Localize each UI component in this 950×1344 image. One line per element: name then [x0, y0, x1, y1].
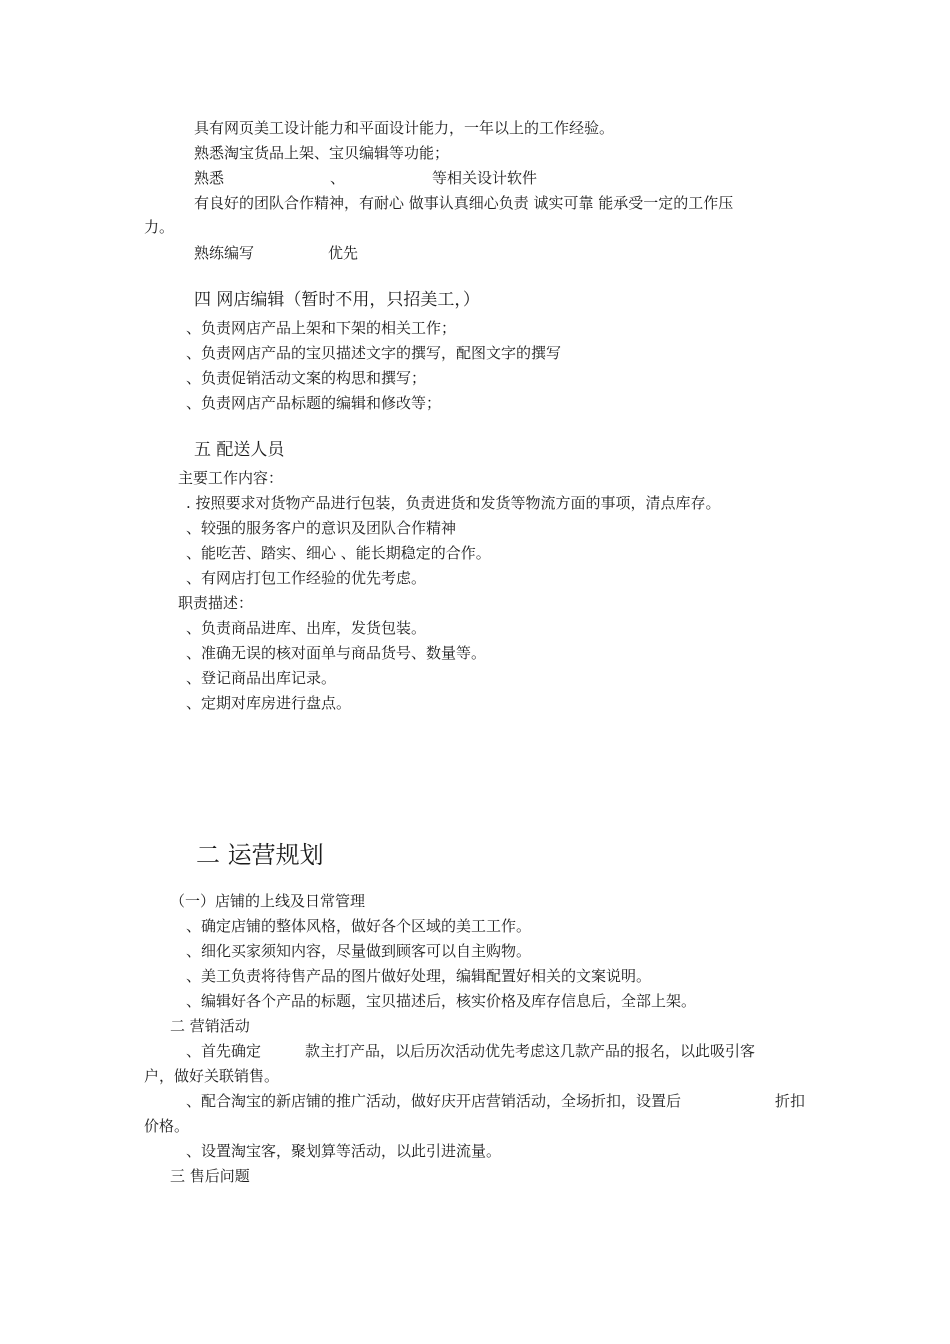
operations-sub2-heading: 二 营销活动: [170, 1017, 250, 1035]
operations-sub1-heading: （一）店铺的上线及日常管理: [170, 892, 366, 910]
requirement-taobao-listing: 熟悉淘宝货品上架、宝贝编辑等功能；: [194, 144, 450, 162]
requirement-coding-prefix: 熟练编写: [194, 244, 255, 262]
requirement-design-ability: 具有网页美工设计能力和平面设计能力，一年以上的工作经验。: [194, 119, 615, 137]
list-item: . 按照要求对货物产品进行包装，负责进货和发货等物流方面的事项，清点库存。: [186, 494, 721, 512]
requirement-software-suffix: 等相关设计软件: [432, 169, 538, 187]
delivery-work-label: 主要工作内容：: [178, 469, 284, 487]
list-item: 、登记商品出库记录。: [186, 669, 337, 687]
section-delivery-heading: 五 配送人员: [194, 440, 285, 460]
operations-sub3-heading: 三 售后问题: [170, 1167, 250, 1185]
requirement-software-prefix: 熟悉: [194, 169, 225, 187]
requirement-coding: [0, 243, 950, 263]
requirement-software: [0, 168, 950, 188]
marketing-item-2-text: 、配合淘宝的新店铺的推广活动，做好庆开店营销活动，全场折扣，设置后: [186, 1092, 682, 1110]
marketing-item-1-text: 款主打产品，以后历次活动优先考虑这几款产品的报名，以此吸引客: [305, 1042, 756, 1060]
marketing-item-2-cont: 价格。: [144, 1117, 190, 1135]
list-item: 、编辑好各个产品的标题，宝贝描述后，核实价格及库存信息后，全部上架。: [186, 992, 697, 1010]
list-item: 、确定店铺的整体风格，做好各个区域的美工工作。: [186, 917, 532, 935]
list-item: 、美工负责将待售产品的图片做好处理，编辑配置好相关的文案说明。: [186, 967, 652, 985]
list-item: 、较强的服务客户的意识及团队合作精神: [186, 519, 457, 537]
list-item: 、负责网店产品上架和下架的相关工作；: [186, 319, 457, 337]
list-item: 、负责网店产品的宝贝描述文字的撰写，配图文字的撰写: [186, 344, 562, 362]
list-item: 、能吃苦、踏实、细心 、能长期稳定的合作。: [186, 544, 491, 562]
marketing-item-1: [0, 1041, 950, 1061]
list-item: 、负责促销活动文案的构思和撰写；: [186, 369, 427, 387]
list-item: 、负责商品进库、出库，发货包装。: [186, 619, 427, 637]
marketing-item-3: 、设置淘宝客，聚划算等活动，以此引进流量。: [186, 1142, 502, 1160]
section-operations-heading: 二 运营规划: [196, 841, 324, 869]
list-item: 、细化买家须知内容，尽量做到顾客可以自主购物。: [186, 942, 532, 960]
marketing-item-2-suffix: 折扣: [775, 1092, 806, 1110]
marketing-item-1-prefix: 、首先确定: [186, 1042, 262, 1060]
marketing-item-1-cont: 户，做好关联销售。: [144, 1067, 280, 1085]
requirement-software-sep: 、: [330, 169, 346, 187]
requirement-teamwork-cont: 力。: [144, 218, 175, 236]
list-item: 、准确无误的核对面单与商品货号、数量等。: [186, 644, 487, 662]
list-item: 、有网店打包工作经验的优先考虑。: [186, 569, 427, 587]
list-item: 、负责网店产品标题的编辑和修改等；: [186, 394, 442, 412]
requirement-teamwork: 有良好的团队合作精神，有耐心 做事认真细心负责 诚实可靠 能承受一定的工作压: [194, 194, 734, 212]
marketing-item-2: [0, 1091, 950, 1111]
section-editor-heading: 四 网店编辑（暂时不用，只招美工，）: [194, 290, 480, 310]
list-item: 、定期对库房进行盘点。: [186, 694, 352, 712]
delivery-duty-label: 职责描述：: [178, 594, 254, 612]
requirement-coding-suffix: 优先: [328, 244, 359, 262]
